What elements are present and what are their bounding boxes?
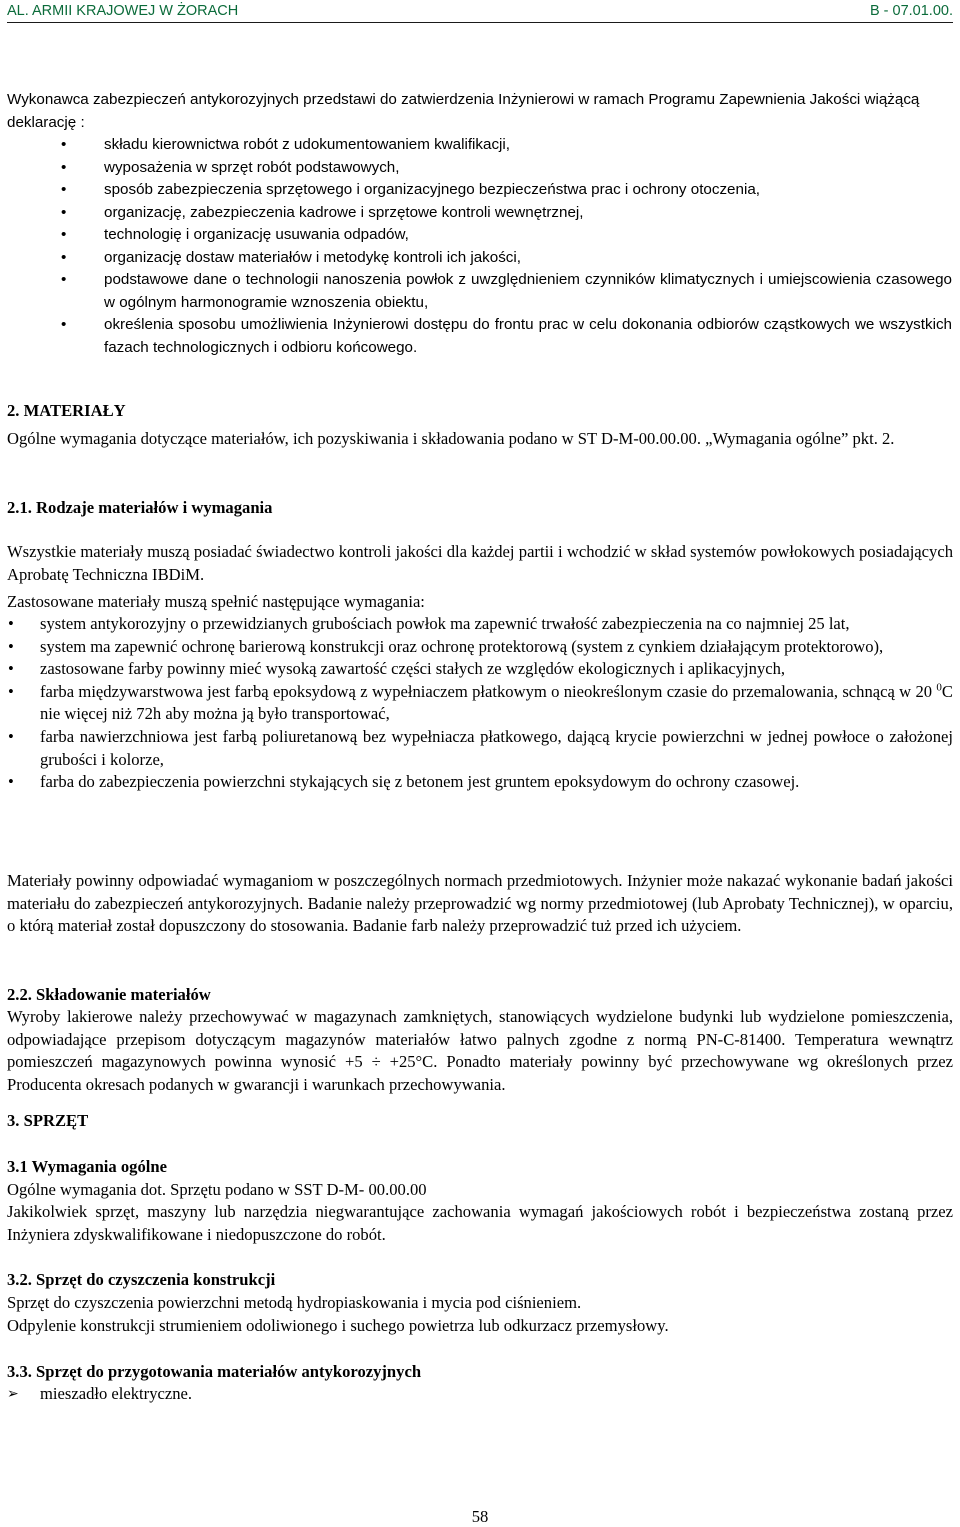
list-item: • organizację dostaw materiałów i metodykę kontroli ich jakości, — [104, 247, 952, 270]
bullet-icon: • — [61, 226, 67, 243]
section-2-1-heading: 2.1. Rodzaje materiałów i wymagania — [7, 498, 273, 517]
header-code: B - 07.01.00. — [869, 3, 953, 19]
section-2-text: Ogólne wymagania dotyczące materiałów, ich pozyskiwania i składowania podano w ST D-M-00.00.00. „Wymagania ogólne” pkt. 2. — [7, 429, 895, 448]
bullet-icon: • — [61, 248, 67, 266]
bullet-icon: • — [8, 614, 14, 633]
section-3-2-line1: Sprzęt do czyszczenia powierzchni metodą hydropiaskowania i mycia pod ciśnieniem. — [7, 1293, 582, 1312]
bullet-icon: • — [61, 203, 67, 221]
section-2-2-heading: 2.2. Składowanie materiałów — [7, 985, 211, 1004]
bullet-icon: • — [8, 772, 14, 792]
bullet-icon: • — [8, 636, 14, 656]
bullet-icon: • — [61, 316, 67, 333]
list-item: • organizację, zabezpieczenia kadrowe i sprzętowe kontroli wewnętrznej, — [104, 202, 952, 225]
requirements-list — [8, 613, 953, 794]
bullet-icon: • — [8, 659, 14, 679]
section-3-1-line1: Ogólne wymagania dot. Sprzętu podano w SST D-M- 00.00.00 — [7, 1180, 427, 1199]
section-2-1-lead: Zastosowane materiały muszą spełnić następujące wymagania: — [7, 592, 425, 611]
bullet-icon: • — [8, 726, 14, 746]
list-item: • sposób zabezpieczenia sprzętowego i organizacyjnego bezpieczeństwa prac i ochrony otoczenia, — [104, 179, 952, 202]
intro-list — [61, 134, 952, 359]
section-3-heading: 3. SPRZĘT — [7, 1111, 89, 1130]
list-item: • farba nawierzchniowa jest farbą poliuretanową bez wypełniacza płatkowego, dającą krycie powierzchni w jednej powłoce o założonej grubości i kolorze, — [8, 726, 953, 769]
section-2-1-paragraph: Wszystkie materiały muszą posiadać świadectwo kontroli jakości dla każdej partii i wchodzić w skład systemów powłokowych posiadających Aprobatę Techniczna IBDiM. — [7, 542, 953, 584]
bullet-icon: • — [61, 136, 67, 153]
section-3-1-line2: Jakikolwiek sprzęt, maszyny lub narzędzia niegwarantujące zachowania wymagań jakościowych robót i bezpieczeństwa zostaną przez Inżyniera zdyskwalifikowane i niedopuszczone do robót. — [7, 1202, 953, 1244]
running-header — [7, 2, 953, 23]
list-item: • zastosowane farby powinny mieć wysoką zawartość części stałych ze względów ekologicznych i aplikacyjnych, — [40, 658, 953, 681]
bullet-icon: • — [61, 181, 67, 198]
bullet-icon: • — [61, 158, 67, 176]
list-item: • system ma zapewnić ochronę barierową konstrukcji oraz ochronę protektorową (system z cynkiem działającym protektorowo), — [40, 636, 953, 659]
section-2-1-closing: Materiały powinny odpowiadać wymaganiom w poszczególnych normach przedmiotowych. Inżynier może nakazać wykonanie badań jakości materiału do zabezpieczeń antykorozyjnych. Badanie należy przeprowadzić wg normy przedmiotowej (lub Aprobaty Technicznej), w oparciu, o którą materiał został dopuszczony do stosowania. Badanie farb należy przeprowadzić tuż przed ich użyciem. — [7, 871, 953, 936]
bullet-icon: • — [8, 681, 14, 701]
section-2-heading: 2. MATERIAŁY — [7, 401, 126, 420]
list-item: • farba do zabezpieczenia powierzchni stykających się z betonem jest gruntem epoksydowym do ochrony czasowej. — [40, 771, 953, 794]
section-3-2-line2: Odpylenie konstrukcji strumieniem odoliwionego i suchego powietrza lub odkurzacz przemysłowy. — [7, 1316, 669, 1335]
header-title: AL. ARMII KRAJOWEJ W ŻORACH — [7, 3, 239, 19]
list-item: • określenia sposobu umożliwienia Inżynierowi dostępu do frontu prac w celu dokonania odbiorów cząstkowych we wszystkich fazach technologicznych i odbioru końcowego. — [61, 316, 952, 356]
section-3-3-heading: 3.3. Sprzęt do przygotowania materiałów antykorozyjnych — [7, 1362, 422, 1381]
list-item: • system antykorozyjny o przewidzianych grubościach powłok ma zapewnić trwałość zabezpieczenia na co najmniej 25 lat, — [40, 613, 953, 636]
arrow-bullet-icon: ➢ — [7, 1386, 19, 1402]
bullet-icon: • — [61, 271, 67, 288]
list-item: • farba międzywarstwowa jest farbą epoksydową z wypełniaczem płatkowym o nieokreślonym czasie do przemalowania, schnącą w 20 $^0$C nie więcej niż 72h aby można ją było transportować, — [8, 681, 953, 724]
list-item: • składu kierownictwa robót z udokumentowaniem kwalifikacji, — [104, 134, 952, 157]
list-item: • wyposażenia w sprzęt robót podstawowych, — [104, 157, 952, 180]
list-item: • podstawowe dane o technologii nanoszenia powłok z uwzględnieniem czynników klimatycznych i umiejscowienia czasowego w ogólnym harmonogramie wznoszenia obiektu, — [61, 271, 952, 311]
equipment-list — [7, 1383, 953, 1406]
list-item: • technologię i organizację usuwania odpadów, — [104, 224, 952, 247]
degree-superscript: 0 — [936, 681, 942, 694]
list-item: ➢ mieszadło elektryczne. — [40, 1383, 953, 1406]
intro-paragraph: Wykonawca zabezpieczeń antykorozyjnych przedstawi do zatwierdzenia Inżynierowi w ramach Programu Zapewnienia Jakości wiążącą deklarację : — [7, 91, 920, 131]
range-divide-symbol: ÷ — [371, 1052, 381, 1072]
page-number: 58 — [471, 1507, 489, 1526]
section-3-2-heading: 3.2. Sprzęt do czyszczenia konstrukcji — [7, 1270, 276, 1289]
section-3-1-heading: 3.1 Wymagania ogólne — [7, 1157, 167, 1176]
section-2-2-text: Wyroby lakierowe należy przechowywać w magazynach zamkniętych, stanowiących wydzielone budynki lub wydzielone pomieszczenia, odpowiadające przepisom dotyczącym magazynów materiałów łatwo palnych zgodne z normą PN-C-81400. Temperatura wewnątrz pomieszczeń magazynowych powinna wynosić +5 ÷ +25°C. Ponadto materiały powinny być przechowywane wg określonych przez Producenta okresach podanych w gwarancji i warunkach przechowywania. — [7, 1007, 953, 1094]
